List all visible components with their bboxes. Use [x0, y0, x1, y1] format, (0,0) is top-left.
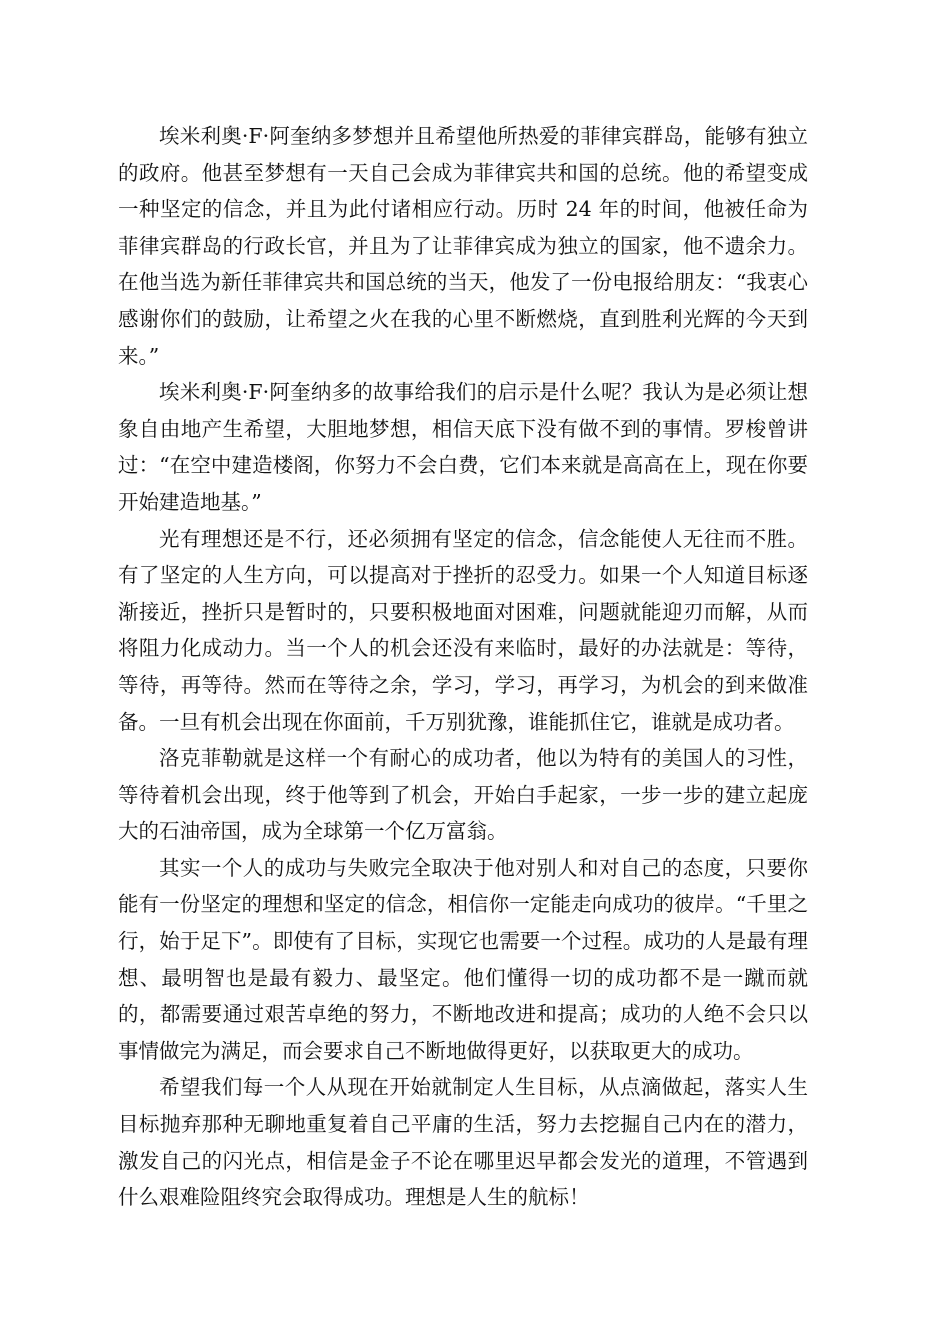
- essay-body: [118, 118, 808, 1216]
- paragraph-4: 洛克菲勒就是这样一个有耐心的成功者，他以为特有的美国人的习性，等待着机会出现，终于他等到了机会，开始白手起家，一步一步的建立起庞大的石油帝国，成为全球第一个亿万富翁。: [118, 746, 808, 844]
- paragraph-2: 埃米利奥·F·阿奎纳多的故事给我们的启示是什么呢？我认为是必须让想象自由地产生希望，大胆地梦想，相信天底下没有做不到的事情。罗梭曾讲过：“在空中建造楼阁，你努力不会白费，它们本来就是高高在上，现在你要开始建造地基。”: [118, 380, 808, 514]
- paragraph-3: 光有理想还是不行，还必须拥有坚定的信念，信念能使人无往而不胜。有了坚定的人生方向，可以提高对于挫折的忍受力。如果一个人知道目标逐渐接近，挫折只是暂时的，只要积极地面对困难，问题就能迎刃而解，从而将阻力化成动力。当一个人的机会还没有来临时，最好的办法就是：等待，等待，再等待。然而在等待之余，学习，学习，再学习，为机会的到来做准备。一旦有机会出现在你面前，千万别犹豫，谁能抓住它，谁就是成功者。: [118, 526, 808, 734]
- paragraph-5: 其实一个人的成功与失败完全取决于他对别人和对自己的态度，只要你能有一份坚定的理想和坚定的信念，相信你一定能走向成功的彼岸。“千里之行，始于足下”。即使有了目标，实现它也需要一个过程。成功的人是最有理想、最明智也是最有毅力、最坚定。他们懂得一切的成功都不是一蹴而就的，都需要通过艰苦卓绝的努力，不断地改进和提高；成功的人绝不会只以事情做完为满足，而会要求自己不断地做得更好，以获取更大的成功。: [118, 855, 808, 1063]
- paragraph-1: 埃米利奥·F·阿奎纳多梦想并且希望他所热爱的菲律宾群岛，能够有独立的政府。他甚至梦想有一天自己会成为菲律宾共和国的总统。他的希望变成一种坚定的信念，并且为此付诸相应行动。历时 24 年的时间，他被任命为菲律宾群岛的行政长官，并且为了让菲律宾成为独立的国家，他不遗余力。在他当选为新任菲律宾共和国总统的当天，他发了一份电报给朋友：“我衷心感谢你们的鼓励，让希望之火在我的心里不断燃烧，直到胜利光辉的今天到来。”: [118, 124, 808, 368]
- paragraph-6: 希望我们每一个人从现在开始就制定人生目标，从点滴做起，落实人生目标抛弃那种无聊地重复着自己平庸的生活，努力去挖掘自己内在的潜力，激发自己的闪光点，相信是金子不论在哪里迟早都会发光的道理，不管遇到什么艰难险阻终究会取得成功。理想是人生的航标！: [118, 1075, 808, 1210]
